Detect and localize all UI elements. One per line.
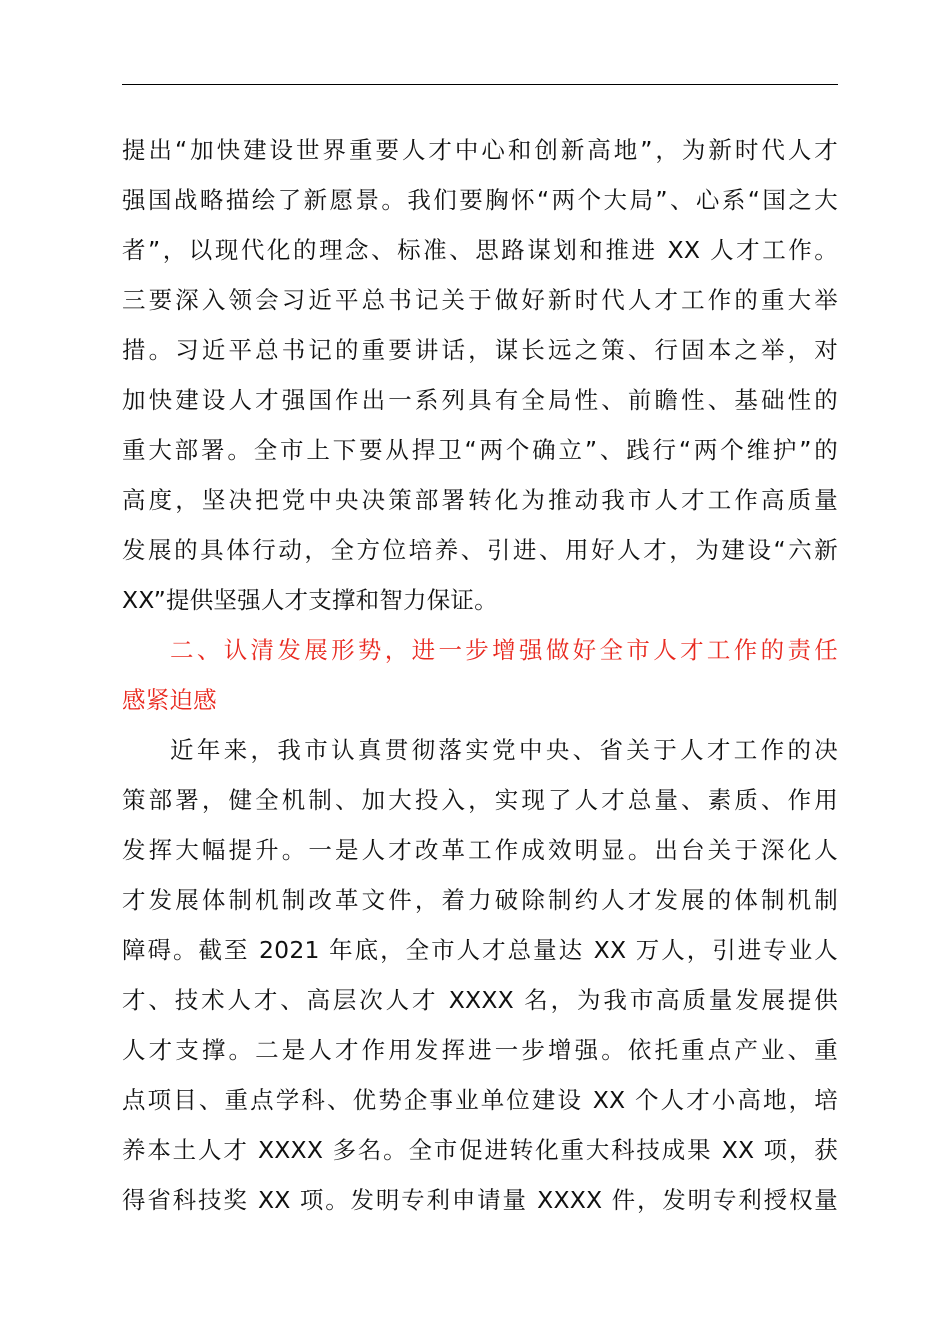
text-line: XX”提供坚强人才支撑和智力保证。 [122, 586, 498, 614]
text-line: 才发展体制机制改革文件，着力破除制约人才发展的体制机制 [122, 886, 838, 914]
text-line: 发展的具体行动，全方位培养、引进、用好人才，为建设“六新 [122, 536, 838, 564]
paragraph-1 [122, 125, 838, 625]
section-heading-2 [122, 625, 838, 725]
text-line: 者”，以现代化的理念、标准、思路谋划和推进 XX 人才工作。 [122, 236, 838, 264]
text-line: 点项目、重点学科、优势企事业单位建设 XX 个人才小高地，培 [122, 1086, 838, 1114]
text-line: 近年来，我市认真贯彻落实党中央、省关于人才工作的决 [170, 736, 838, 764]
text-line: 三要深入领会习近平总书记关于做好新时代人才工作的重大举 [122, 286, 838, 314]
text-line: 得省科技奖 XX 项。发明专利申请量 XXXX 件，发明专利授权量 [122, 1186, 838, 1214]
document-body [122, 125, 838, 1225]
text-line: 提出“加快建设世界重要人才中心和创新高地”，为新时代人才 [122, 136, 838, 164]
text-line: 加快建设人才强国作出一系列具有全局性、前瞻性、基础性的 [122, 386, 838, 414]
text-line: 策部署，健全机制、加大投入，实现了人才总量、素质、作用 [122, 786, 838, 814]
header-rule [122, 84, 838, 85]
text-line: 才、技术人才、高层次人才 XXXX 名，为我市高质量发展提供 [122, 986, 838, 1014]
text-line: 发挥大幅提升。一是人才改革工作成效明显。出台关于深化人 [122, 836, 838, 864]
text-line: 强国战略描绘了新愿景。我们要胸怀“两个大局”、心系“国之大 [122, 186, 838, 214]
heading-line: 二、认清发展形势，进一步增强做好全市人才工作的责任 [170, 636, 838, 664]
text-line: 重大部署。全市上下要从捍卫“两个确立”、践行“两个维护”的 [122, 436, 838, 464]
text-line: 人才支撑。二是人才作用发挥进一步增强。依托重点产业、重 [122, 1036, 838, 1064]
heading-line: 感紧迫感 [122, 686, 217, 714]
text-line: 障碍。截至 2021 年底，全市人才总量达 XX 万人，引进专业人 [122, 936, 838, 964]
text-line: 措。习近平总书记的重要讲话，谋长远之策、行固本之举，对 [122, 336, 838, 364]
text-line: 高度，坚决把党中央决策部署转化为推动我市人才工作高质量 [122, 486, 838, 514]
paragraph-2 [122, 725, 838, 1225]
text-line: 养本土人才 XXXX 多名。全市促进转化重大科技成果 XX 项，获 [122, 1136, 838, 1164]
